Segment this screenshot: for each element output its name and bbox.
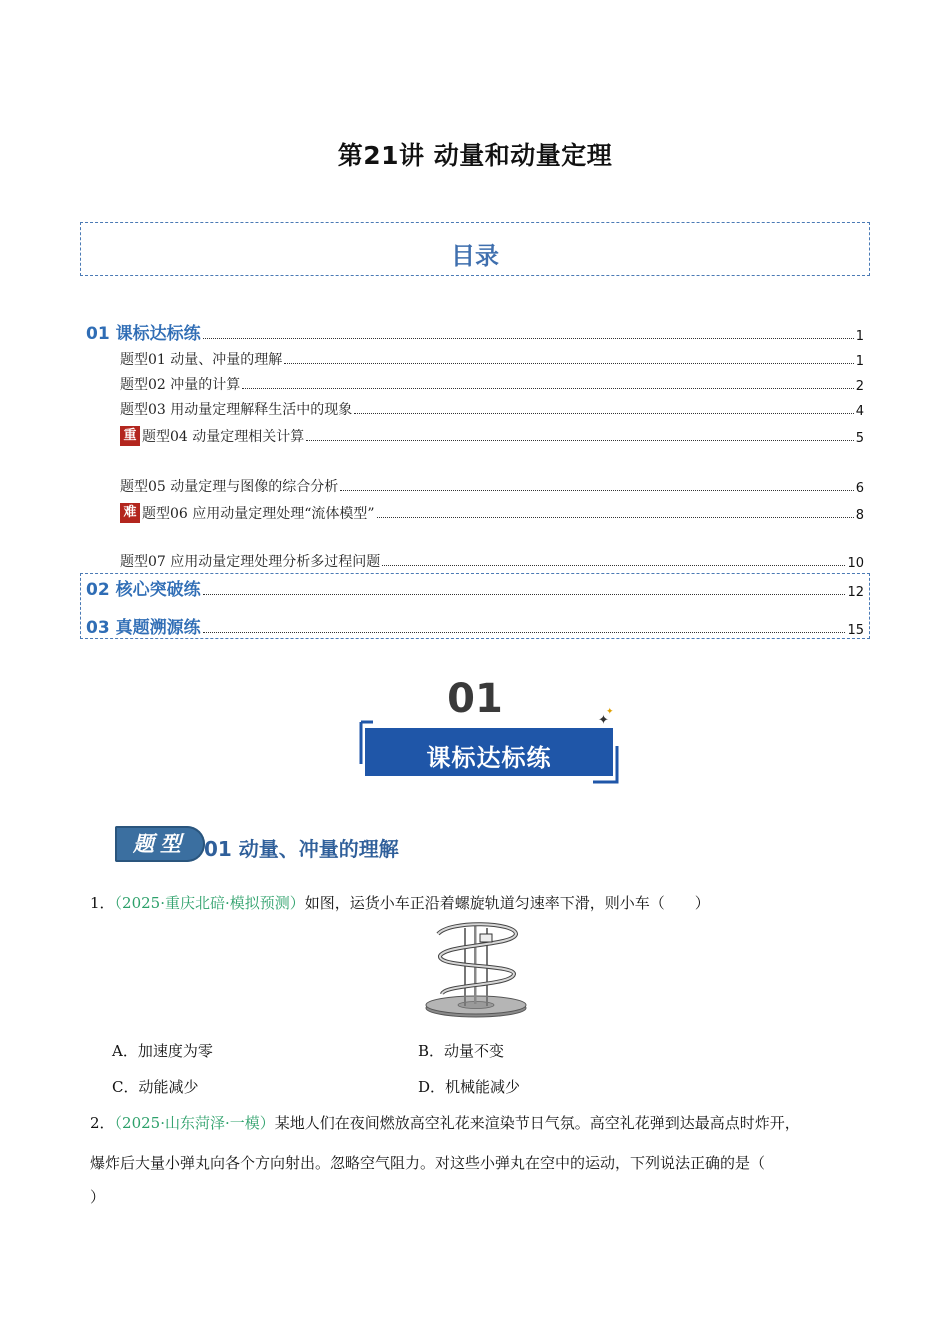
toc-entry-label: 题型02 冲量的计算 xyxy=(120,377,241,393)
toc-entry[interactable] xyxy=(120,347,864,369)
option-c[interactable]: C．动能减少 xyxy=(112,1078,199,1096)
option-d[interactable]: D．机械能减少 xyxy=(418,1078,521,1096)
question-number: 2． xyxy=(90,1114,115,1132)
toc-page-number: 12 xyxy=(847,585,864,600)
difficult-tag: 难 xyxy=(120,503,140,523)
page-title: 第21讲 动量和动量定理 xyxy=(337,141,613,170)
toc-list xyxy=(120,474,864,496)
toc-leader xyxy=(306,440,853,441)
toc-leader xyxy=(354,413,853,414)
toc-page-number: 15 xyxy=(847,623,864,638)
spiral-track-figure xyxy=(420,920,532,1020)
toc-leader xyxy=(284,363,853,364)
toc-entry[interactable] xyxy=(86,322,864,344)
toc-entry[interactable] xyxy=(86,616,864,638)
toc-list xyxy=(86,578,864,638)
option-a[interactable]: A．加速度为零 xyxy=(112,1042,213,1060)
toc-entry[interactable] xyxy=(120,397,864,419)
toc-leader xyxy=(203,338,854,339)
toc-entry-label: 02 核心突破练 xyxy=(86,580,201,600)
toc-list xyxy=(120,424,864,446)
toc-page-number: 6 xyxy=(855,481,864,496)
question-2-line2: 爆炸后大量小弹丸向各个方向射出。忽略空气阻力。对这些小弹丸在空中的运动，下列说法正确的是（ xyxy=(90,1154,766,1172)
toc-entry-label: 题型07 应用动量定理处理分析多过程问题 xyxy=(120,554,381,570)
toc-page-number: 1 xyxy=(855,329,864,344)
toc-entry-label: 题型06 应用动量定理处理“流体模型” xyxy=(142,506,375,522)
sparkle-icon: ✦ xyxy=(606,707,614,717)
toc-list xyxy=(120,347,864,419)
question-source: （2025·山东菏泽·一模） xyxy=(114,1114,275,1132)
question-2-line3: ） xyxy=(90,1188,106,1206)
toc-page-number: 1 xyxy=(855,354,864,369)
toc-page-number: 5 xyxy=(855,431,864,446)
toc-leader xyxy=(382,565,845,566)
toc-entry[interactable] xyxy=(120,474,864,496)
type-title: 01 动量、冲量的理解 xyxy=(204,837,399,861)
type-badge-label: 题型 xyxy=(133,831,187,856)
question-1 xyxy=(90,886,870,920)
important-tag: 重 xyxy=(120,426,140,446)
toc-entry[interactable] xyxy=(120,424,864,446)
toc-entry[interactable] xyxy=(120,501,864,523)
toc-page-number: 8 xyxy=(855,508,864,523)
toc-entry-label: 题型03 用动量定理解释生活中的现象 xyxy=(120,402,353,418)
toc-entry-label: 03 真题溯源练 xyxy=(86,618,201,638)
question-number: 1． xyxy=(90,894,115,912)
toc-page-number: 10 xyxy=(847,556,864,571)
toc-list xyxy=(120,501,864,523)
section-banner-title: 课标达标练 xyxy=(426,744,552,772)
toc-page-number: 4 xyxy=(855,404,864,419)
toc-leader xyxy=(203,594,846,595)
toc-entry[interactable] xyxy=(120,549,864,571)
question-text: 某地人们在夜间燃放高空礼花来渲染节日气氛。高空礼花弹到达最高点时炸开， xyxy=(274,1114,800,1132)
toc-entry-label: 01 课标达标练 xyxy=(86,324,201,344)
section-number: 01 xyxy=(447,676,503,722)
toc-entry[interactable] xyxy=(86,578,864,600)
toc-page-number: 2 xyxy=(855,379,864,394)
toc-entry-label: 题型04 动量定理相关计算 xyxy=(142,429,305,445)
toc-entry-label: 题型05 动量定理与图像的综合分析 xyxy=(120,479,339,495)
toc-entry-label: 题型01 动量、冲量的理解 xyxy=(120,352,283,368)
type-badge xyxy=(115,826,205,862)
toc-leader xyxy=(242,388,853,389)
option-b[interactable]: B．动量不变 xyxy=(418,1042,505,1060)
toc-leader xyxy=(203,632,846,633)
toc-heading: 目录 xyxy=(451,242,499,270)
toc-leader xyxy=(340,490,853,491)
question-source: （2025·重庆北碚·模拟预测） xyxy=(114,894,305,912)
toc-list xyxy=(86,322,864,344)
toc-list xyxy=(120,549,864,571)
toc-leader xyxy=(377,517,854,518)
toc-entry[interactable] xyxy=(120,372,864,394)
question-2 xyxy=(90,1106,870,1140)
question-text: 如图，运货小车正沿着螺旋轨道匀速率下滑，则小车（ ） xyxy=(304,894,710,912)
sparkle-icon: ✦ xyxy=(598,713,609,728)
